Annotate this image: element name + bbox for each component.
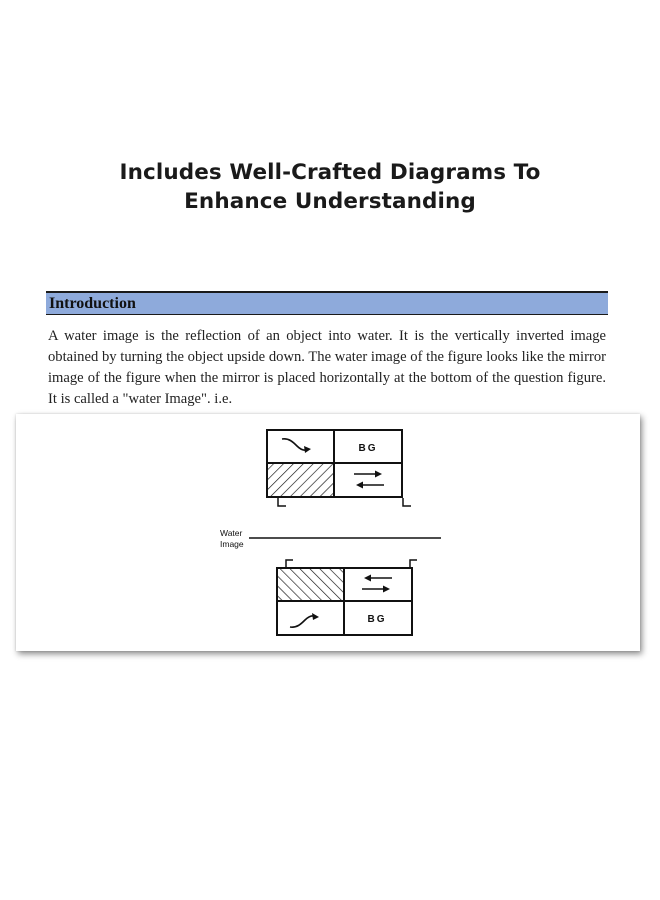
- page-headline: [0, 158, 660, 216]
- section-title: Introduction: [49, 295, 136, 312]
- water-image-result: [277, 560, 417, 635]
- intro-paragraph: A water image is the reflection of an object into water. It is the vertically inverted image obtained by turning the object upside down. The water image of the figure looks like the mirror image of the figure when the mirror is placed horizontally at the bottom of the question figure. It is called a "water Image". i.e.: [48, 328, 606, 407]
- headline-line-2: Enhance Understanding: [184, 189, 476, 214]
- section-header-bar: [46, 291, 608, 315]
- water-image-figure: [16, 414, 640, 651]
- double-arrow-icon: [354, 471, 384, 489]
- original-figure: [267, 430, 411, 506]
- water-line: [220, 528, 441, 549]
- hatched-square: [268, 464, 333, 496]
- hatched-square-inverted: [278, 569, 343, 600]
- double-arrow-icon-inverted: [362, 575, 392, 593]
- image-label: Image: [220, 539, 244, 549]
- water-image-diagram: [16, 414, 640, 651]
- headline-line-1: Includes Well-Crafted Diagrams To: [119, 160, 541, 185]
- water-label: Water: [220, 528, 243, 538]
- bg-label-bottom: BG: [367, 614, 387, 625]
- curve-arrow-icon: [282, 439, 311, 453]
- curve-arrow-icon-inverted: [290, 613, 319, 627]
- bg-label-top: BG: [358, 443, 378, 454]
